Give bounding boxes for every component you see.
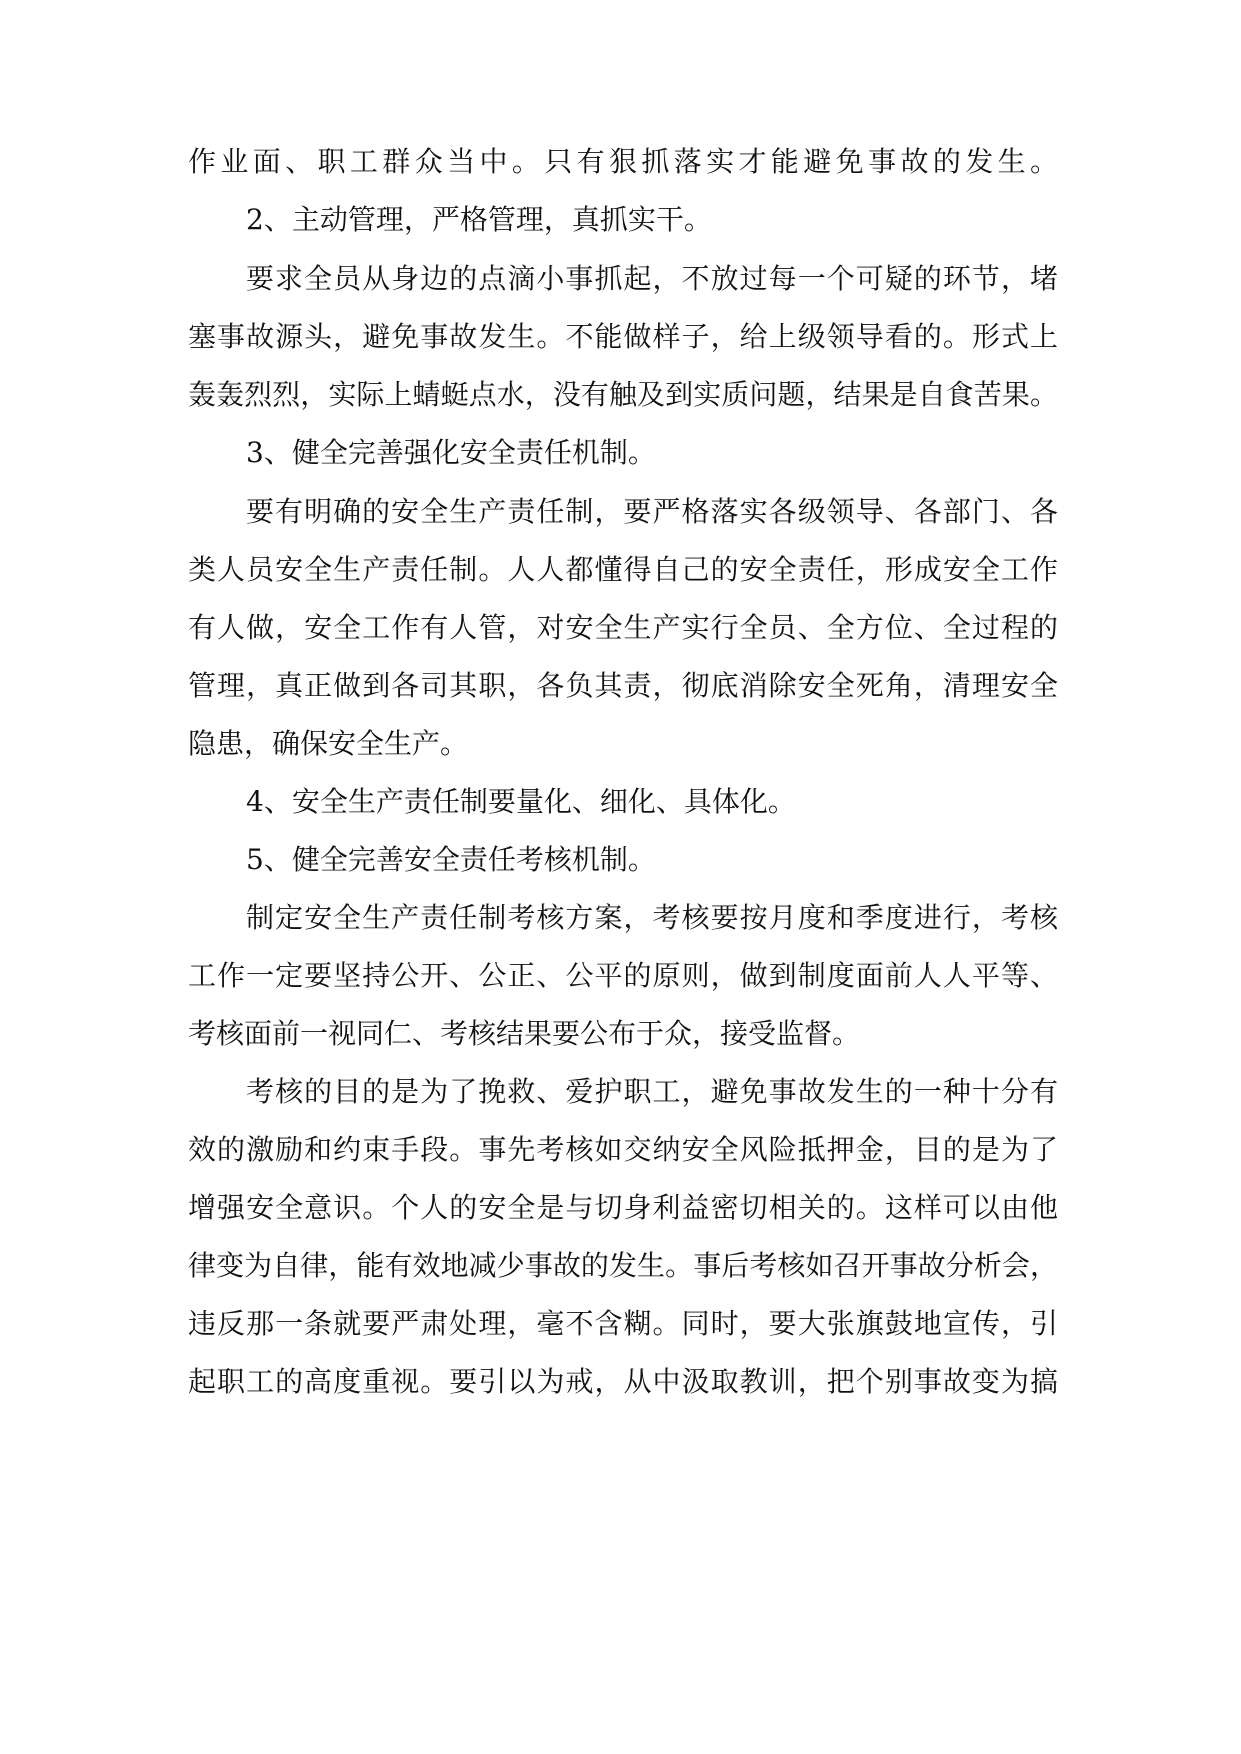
text-line: 管理，真正做到各司其职，各负其责，彻底消除安全死角，清理安全 [188,669,1058,702]
text-line: 作业面、职工群众当中。只有狠抓落实才能避免事故的发生。 [188,145,1058,178]
text-line: 有人做，安全工作有人管，对安全生产实行全员、全方位、全过程的 [188,611,1058,644]
text-line: 制定安全生产责任制考核方案，考核要按月度和季度进行，考核 [246,901,1058,934]
text-line: 2、主动管理，严格管理，真抓实干。 [246,203,712,236]
text-line: 违反那一条就要严肃处理，毫不含糊。同时，要大张旗鼓地宣传，引 [188,1307,1058,1340]
text-line: 要求全员从身边的点滴小事抓起，不放过每一个可疑的环节，堵 [246,262,1058,295]
text-line: 要有明确的安全生产责任制，要严格落实各级领导、各部门、各 [246,495,1058,528]
text-line: 工作一定要坚持公开、公正、公平的原则，做到制度面前人人平等、 [188,959,1058,992]
text-line: 考核面前一视同仁、考核结果要公布于众，接受监督。 [188,1017,861,1050]
text-line: 考核的目的是为了挽救、爱护职工，避免事故发生的一种十分有 [246,1075,1058,1108]
text-line: 5、健全完善安全责任考核机制。 [246,843,656,876]
text-line: 类人员安全生产责任制。人人都懂得自己的安全责任，形成安全工作 [188,553,1058,586]
text-line: 塞事故源头，避免事故发生。不能做样子，给上级领导看的。形式上 [188,320,1058,353]
text-line: 律变为自律，能有效地减少事故的发生。事后考核如召开事故分析会， [188,1249,1058,1282]
text-line: 增强安全意识。个人的安全是与切身利益密切相关的。这样可以由他 [188,1191,1058,1224]
text-line: 轰轰烈烈，实际上蜻蜓点水，没有触及到实质问题，结果是自食苦果。 [188,378,1058,411]
text-line: 3、健全完善强化安全责任机制。 [246,436,656,469]
text-line: 隐患，确保安全生产。 [188,727,469,760]
text-line: 起职工的高度重视。要引以为戒，从中汲取教训，把个别事故变为搞 [188,1365,1058,1398]
text-line: 效的激励和约束手段。事先考核如交纳安全风险抵押金，目的是为了 [188,1133,1058,1166]
text-line: 4、安全生产责任制要量化、细化、具体化。 [246,785,796,818]
